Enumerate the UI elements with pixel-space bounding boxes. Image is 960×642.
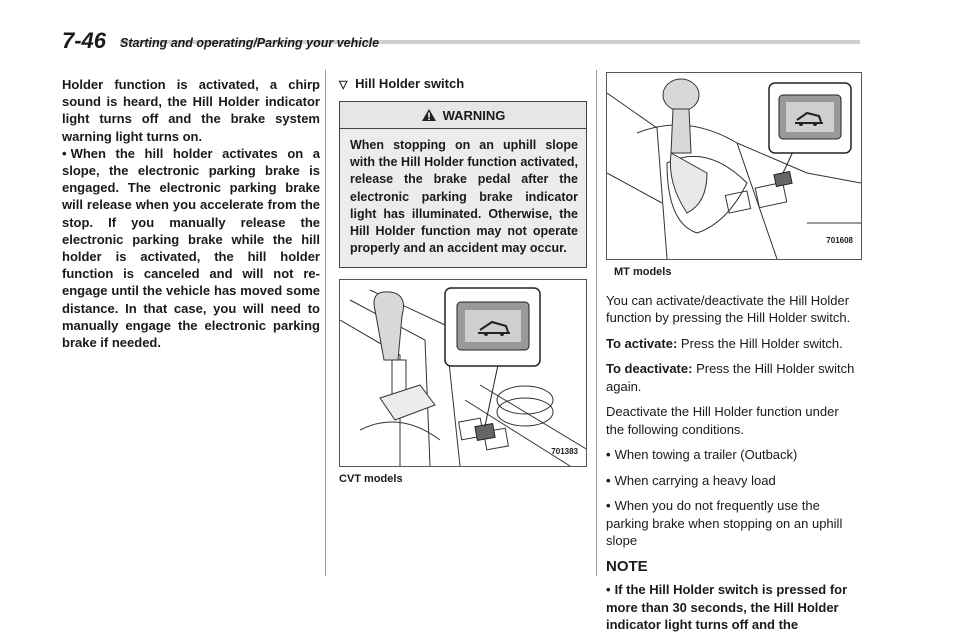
left-para-2 bbox=[62, 145, 320, 351]
left-column bbox=[62, 76, 320, 351]
bullet: • bbox=[606, 447, 611, 462]
bullet: • bbox=[62, 145, 67, 161]
condition-text: When towing a trailer (Outback) bbox=[614, 447, 798, 462]
warning-box bbox=[339, 101, 587, 268]
cvt-caption: CVT models bbox=[339, 473, 403, 486]
bullet: • bbox=[606, 472, 611, 488]
column-divider-right bbox=[596, 70, 597, 576]
mt-figure bbox=[606, 72, 862, 260]
activate-label: To activate: bbox=[606, 335, 678, 351]
warning-title-bar bbox=[340, 102, 586, 129]
condition-item bbox=[606, 497, 860, 550]
middle-column bbox=[339, 76, 587, 485]
subheading bbox=[339, 76, 587, 91]
cvt-figure-code: 701383 bbox=[551, 447, 578, 457]
left-para-1: Holder function is activated, a chirp sound is heard, the Hill Holder indicator light turns off and the brake system warning light turns on. bbox=[62, 77, 320, 144]
mt-console-illustration bbox=[607, 73, 861, 259]
cvt-console-illustration bbox=[340, 280, 587, 466]
right-column bbox=[606, 72, 860, 642]
left-para-2-text: When the hill holder activates on a slope, the electronic parking brake is engaged. The electronic parking brake will release when you accelerate from the stop. If you manually release the electronic parking brake while the hill holder is activated, the hill holder function is canceled and will not re-engage until the vehicle has moved some distance. In that case, you will need to manually engage the electronic parking brake if needed. bbox=[62, 145, 320, 351]
conditions-intro: Deactivate the Hill Holder function under the following conditions. bbox=[606, 404, 839, 437]
activate-line bbox=[606, 335, 860, 353]
page-header bbox=[62, 28, 862, 58]
condition-item bbox=[606, 446, 860, 464]
cvt-figure bbox=[339, 279, 587, 467]
condition-text: When carrying a heavy load bbox=[614, 472, 776, 488]
note-text bbox=[606, 581, 860, 634]
deactivate-line bbox=[606, 360, 860, 395]
intro-paragraph: You can activate/deactivate the Hill Holder function by pressing the Hill Holder switch. bbox=[606, 292, 851, 325]
bullet: • bbox=[606, 498, 611, 513]
column-divider-left bbox=[325, 70, 326, 576]
deactivate-text: Press the Hill Holder switch again. bbox=[606, 361, 855, 394]
section-title: Starting and operating/Parking your vehicle bbox=[120, 36, 380, 50]
mt-figure-code: 701608 bbox=[826, 235, 853, 245]
warning-title: WARNING bbox=[442, 107, 506, 123]
subheading-marker: ▽ bbox=[339, 79, 348, 91]
condition-text: When you do not frequently use the parking brake when stopping on an uphill slope bbox=[606, 498, 843, 548]
activate-text: Press the Hill Holder switch. bbox=[680, 335, 843, 351]
subheading-text: Hill Holder switch bbox=[355, 76, 465, 91]
warning-triangle-icon bbox=[421, 108, 437, 122]
warning-body: When stopping on an uphill slope with the Hill Holder function activated, release the brake pedal after the electronic parking brake indicator light has illuminated. Otherwise, the Hill Holder function may not operate properly and an accident may occur. bbox=[340, 129, 586, 267]
bullet: • bbox=[606, 582, 611, 597]
note-body: If the Hill Holder switch is pressed for more than 30 seconds, the Hill Holder indicator light turns off and the bbox=[606, 582, 848, 632]
page-number: 7-46 bbox=[62, 28, 107, 53]
deactivate-label: To deactivate: bbox=[606, 361, 693, 376]
mt-caption: MT models bbox=[614, 266, 672, 278]
note-heading: NOTE bbox=[606, 557, 648, 575]
condition-item bbox=[606, 472, 860, 490]
